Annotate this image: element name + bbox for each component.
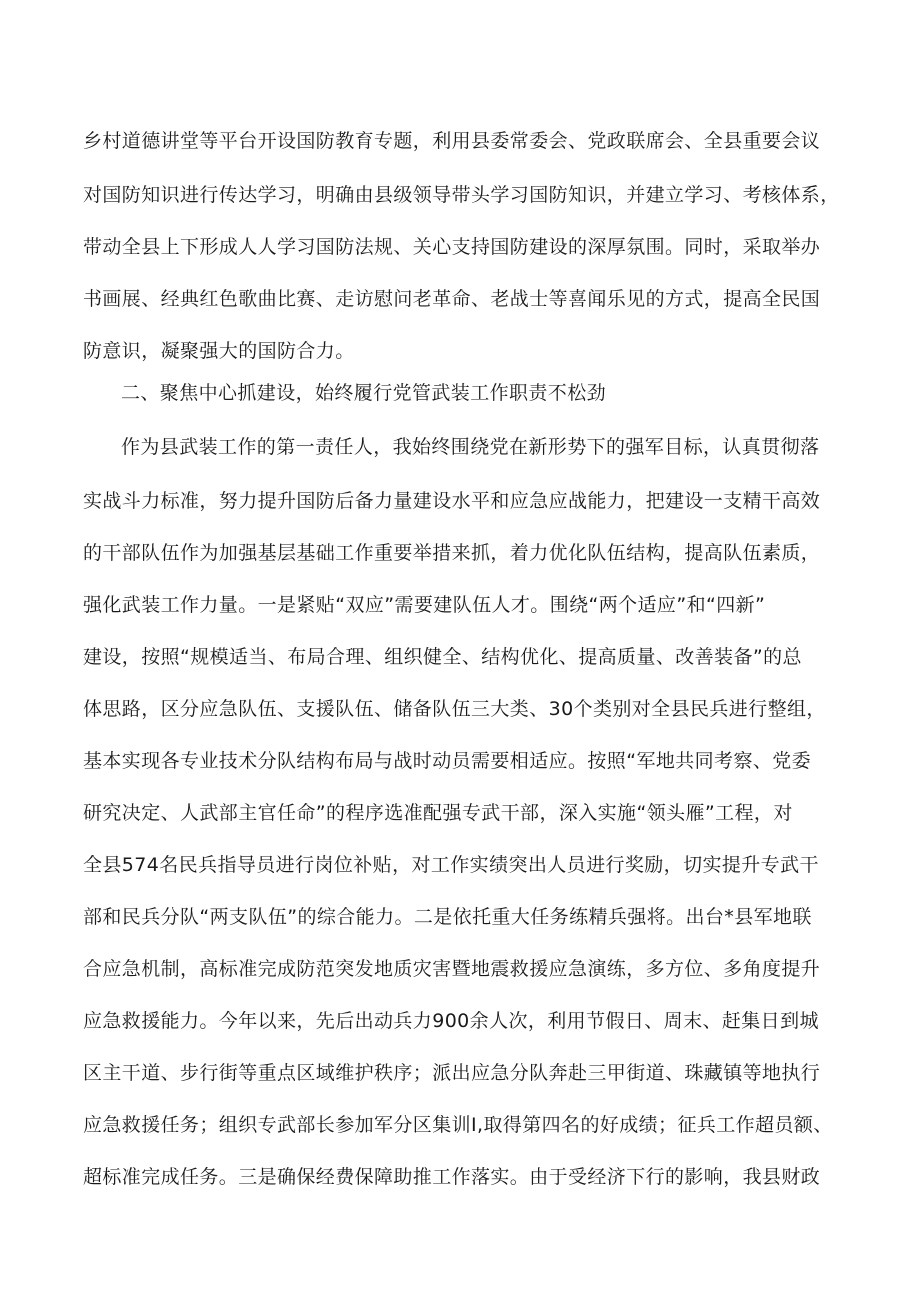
text-line: 超标准完成任务。三是确保经费保障助推工作落实。由于受经济下行的影响，我县财政 — [83, 1166, 821, 1188]
text-line: 应急救援能力。今年以来，先后出动兵力900余人次，利用节假日、周末、赶集日到城 — [83, 1010, 819, 1032]
text-line: 合应急机制，高标准完成防范突发地质灾害暨地震救援应急演练，多方位、多角度提升 — [83, 958, 821, 980]
text-line: 乡村道德讲堂等平台开设国防教育专题，利用县委常委会、党政联席会、全县重要会议 — [83, 130, 821, 152]
text-line: 防意识，凝聚强大的国防合力。 — [83, 340, 355, 362]
text-line: 区主干道、步行街等重点区域维护秩序；派出应急分队奔赴三甲街道、珠藏镇等地执行 — [83, 1062, 821, 1084]
text-line: 建设，按照“规模适当、布局合理、组织健全、结构优化、提高质量、改善装备”的总 — [83, 646, 802, 668]
text-line: 强化武装工作力量。一是紧贴“双应”需要建队伍人才。围绕“两个适应”和“四新” — [83, 594, 766, 616]
text-line: 对国防知识进行传达学习，明确由县级领导带头学习国防知识，并建立学习、考核体系， — [83, 184, 840, 206]
text-line: 作为县武装工作的第一责任人，我始终围绕党在新形势下的强军目标，认真贯彻落 — [121, 436, 820, 458]
text-line: 书画展、经典红色歌曲比赛、走访慰问老革命、老战士等喜闻乐见的方式，提高全民国 — [83, 288, 821, 310]
text-line: 体思路，区分应急队伍、支援队伍、储备队伍三大类、30个类别对全县民兵进行整组， — [83, 698, 826, 720]
text-line: 应急救援任务；组织专武部长参加军分区集训I,取得第四名的好成绩；征兵工作超员额、 — [83, 1114, 833, 1136]
text-line: 基本实现各专业技术分队结构布局与战时动员需要相适应。按照“军地共同考察、党委 — [83, 750, 812, 772]
text-line: 部和民兵分队“两支队伍”的综合能力。二是依托重大任务练精兵强将。出台*县军地联 — [83, 906, 812, 928]
text-line: 实战斗力标准，努力提升国防后备力量建设水平和应急应战能力，把建设一支精干高效 — [83, 490, 821, 512]
text-line: 带动全县上下形成人人学习国防法规、关心支持国防建设的深厚氛围。同时，采取举办 — [83, 236, 821, 258]
section-heading: 二、聚焦中心抓建设，始终履行党管武装工作职责不松劲 — [121, 382, 607, 404]
text-line: 的干部队伍作为加强基层基础工作重要举措来抓，着力优化队伍结构，提高队伍素质， — [83, 542, 821, 564]
text-line: 研究决定、人武部主官任命”的程序选准配强专武干部，深入实施“领头雁”工程，对 — [83, 802, 793, 824]
text-line: 全县574名民兵指导员进行岗位补贴，对工作实绩突出人员进行奖励，切实提升专武干 — [83, 854, 819, 876]
